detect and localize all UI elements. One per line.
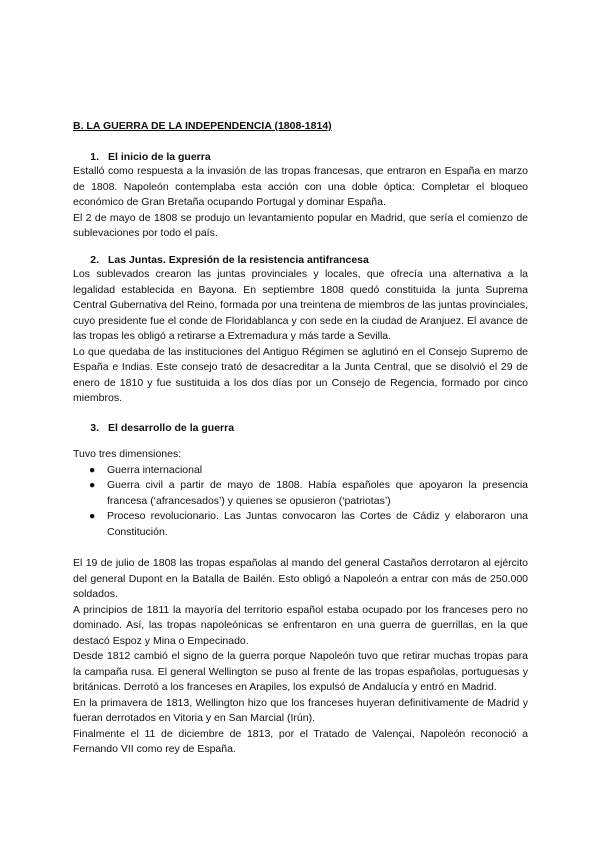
bullet-icon: ● xyxy=(89,479,96,491)
section-title: El desarrollo de la guerra xyxy=(108,422,235,434)
list-item xyxy=(73,463,528,479)
intro-text: Tuvo tres dimensiones: xyxy=(73,448,182,460)
paragraph: Desde 1812 cambió el signo de la guerra porque Napoleón tuvo que retirar muchas tropas para la campaña rusa. El general Wellington se puso al frente de las tropas españolas, portuguesas y británicas. Derrotó a los franceses en Arapiles, los expulsó de Andalucía y entró en Madrid. xyxy=(73,650,528,693)
paragraph: El 2 de mayo de 1808 se produjo un levantamiento popular en Madrid, que sería el comienzo de sublevaciones por todo el país. xyxy=(73,211,528,239)
section-number: 1. xyxy=(90,151,99,163)
section-juntas xyxy=(73,253,528,407)
section-title: El inicio de la guerra xyxy=(108,151,211,163)
section-title: Las Juntas. Expresión de la resistencia antifrancesa xyxy=(108,254,369,266)
paragraph: El 19 de julio de 1808 las tropas españolas al mando del general Castaños derrotaron al ejército del general Dupont en la Batalla de Bailén. Esto obligó a Napoleón a entrar con más de 250.000 soldados. xyxy=(73,557,528,600)
section-desarrollo-guerra xyxy=(73,421,528,758)
paragraph: Lo que quedaba de las instituciones del Antiguo Régimen se aglutinó en el Consejo Supremo de España e Indias. Este consejo trató de desacreditar a la Junta Central, que se disolvió el 29 de enero de 1810 y fue sustituida a los dos días por un Consejo de Regencia, formado por cinco miembros. xyxy=(73,345,528,404)
paragraph: Los sublevados crearon las juntas provinciales y locales, que ofrecía una alternativa a la legalidad establecida en Bayona. En septiembre 1808 quedó constituida la junta Suprema Central Gubernativa del Reino, formada por una treintena de miembros de las juntas provinciales, cuyo presidente fue el conde de Floridablanca y con sede en la ciudad de Aranjuez. El avance de las tropas les obligó a retirarse a Extremadura y más tarde a Sevilla. xyxy=(73,268,528,342)
dimensions-list xyxy=(73,463,528,541)
document-title: B. LA GUERRA DE LA INDEPENDENCIA (1808-1814) xyxy=(73,120,332,132)
paragraph: En la primavera de 1813, Wellington hizo que los franceses huyeran definitivamente de Madrid y fueran derrotados en Vitoria y en San Marcial (Irún). xyxy=(73,696,528,724)
bullet-icon: ● xyxy=(89,463,96,476)
paragraph: Estalló como respuesta a la invasión de las tropas francesas, que entraron en España en marzo de 1808. Napoleón contemplaba esta acción con una doble óptica: Completar el bloqueo económico de Gran Bretaña ocupando Portugal y dominar España. xyxy=(73,165,528,208)
paragraph: Finalmente el 11 de diciembre de 1813, por el Tratado de Valençai, Napoleón reconoció a Fernando VII como rey de España. xyxy=(73,727,528,755)
list-item-text: Guerra internacional xyxy=(107,463,203,476)
list-item-text: Proceso revolucionario. Las Juntas convocaron las Cortes de Cádiz y elaboraron una Constitución. xyxy=(107,510,528,538)
list-item-text: Guerra civil a partir de mayo de 1808. Había españoles que apoyaron la presencia francesa (‘afrancesados’) y quienes se opusieron (‘patriotas’) xyxy=(107,479,528,507)
section-heading xyxy=(73,150,528,164)
paragraph: A principios de 1811 la mayoría del territorio español estaba ocupado por los franceses pero no dominado. Así, las tropas napoleónicas se enfrentaron en una guerra de guerrillas, en la que destacó Espoz y Mina o Empecinado. xyxy=(73,603,528,647)
section-number: 2. xyxy=(90,254,99,266)
section-heading xyxy=(73,253,528,267)
bullet-icon: ● xyxy=(89,510,96,522)
section-number: 3. xyxy=(90,422,99,434)
list-item xyxy=(73,478,528,509)
section-heading xyxy=(73,421,528,435)
list-item xyxy=(73,509,528,540)
section-inicio-guerra xyxy=(73,150,528,242)
